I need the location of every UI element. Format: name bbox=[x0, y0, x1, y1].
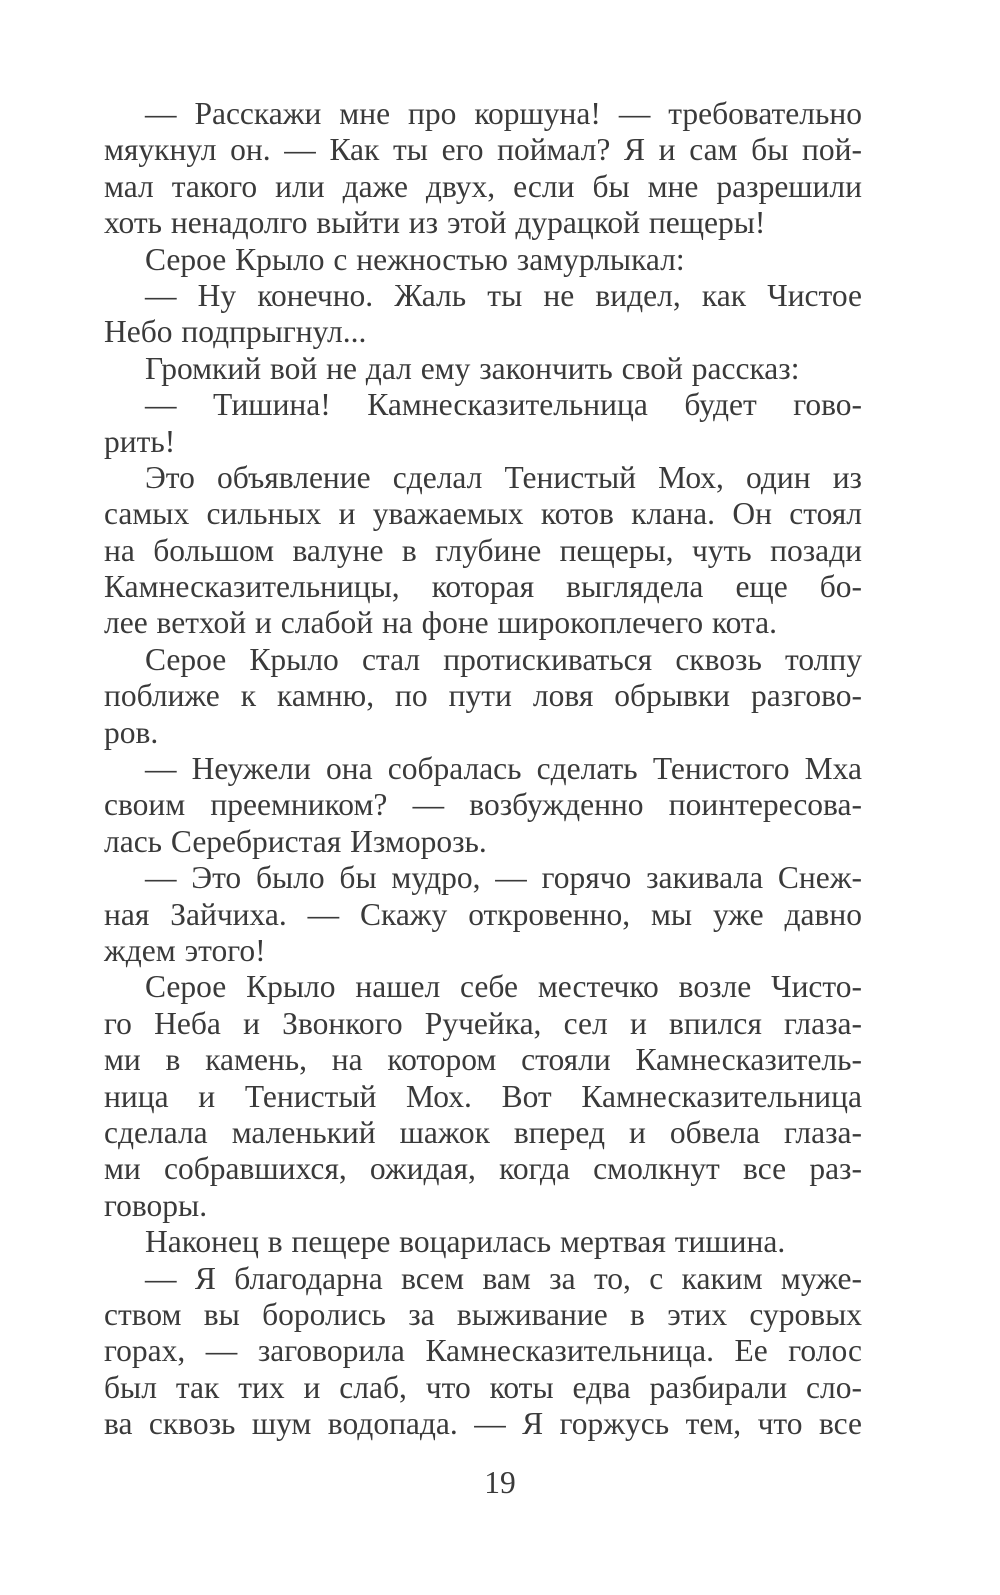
text-line: Это объявление сделал Тенистый Мох, один из bbox=[145, 459, 862, 495]
text-line: ница и Тенистый Мох. Вот Камнесказительница bbox=[104, 1078, 862, 1114]
text-line: рить! bbox=[104, 423, 176, 459]
text-line: Серое Крыло стал протискиваться сквозь толпу bbox=[145, 641, 862, 677]
text-line: Громкий вой не дал ему закончить свой рассказ: bbox=[145, 350, 800, 386]
text-line: — Это было бы мудро, — горячо закивала Снеж- bbox=[145, 860, 862, 896]
text-line: Серое Крыло с нежностью замурлыкал: bbox=[145, 241, 685, 277]
text-line: ством вы боролись за выживание в этих суровых bbox=[104, 1296, 862, 1332]
text-line: Серое Крыло нашел себе местечко возле Чисто- bbox=[145, 969, 862, 1005]
text-line: мяукнул он. — Как ты его поймал? Я и сам бы пой- bbox=[104, 132, 862, 168]
body-text bbox=[104, 96, 862, 1442]
text-line: поближе к камню, по пути ловя обрывки разгово- bbox=[104, 678, 862, 714]
text-line: — Неужели она собралась сделать Тенистого Мха bbox=[145, 751, 862, 787]
text-line: Камнесказительницы, которая выглядела еще бо- bbox=[104, 569, 862, 605]
text-line: ная Зайчиха. — Скажу откровенно, мы уже давно bbox=[104, 896, 862, 932]
text-line: на большом валуне в глубине пещеры, чуть позади bbox=[104, 532, 862, 568]
text-line: — Ну конечно. Жаль ты не видел, как Чистое bbox=[145, 277, 862, 313]
text-line: Наконец в пещере воцарилась мертвая тишина. bbox=[145, 1224, 786, 1260]
text-line: горах, — заговорила Камнесказительница. Ее голос bbox=[104, 1333, 862, 1369]
text-line: — Тишина! Камнесказительница будет гово- bbox=[145, 387, 862, 423]
text-line: ми собравшихся, ожидая, когда смолкнут все раз- bbox=[104, 1151, 862, 1187]
text-line: Небо подпрыгнул... bbox=[104, 314, 367, 350]
text-line: ров. bbox=[104, 714, 159, 750]
text-line: — Я благодарна всем вам за то, с каким муже- bbox=[145, 1260, 862, 1296]
text-line: был так тих и слаб, что коты едва разбирали сло- bbox=[104, 1369, 862, 1405]
text-line: мал такого или даже двух, если бы мне разрешили bbox=[104, 168, 862, 204]
text-line: ми в камень, на котором стояли Камнесказитель- bbox=[104, 1042, 862, 1078]
text-line: — Расскажи мне про коршуна! — требовательно bbox=[145, 96, 862, 131]
text-line: самых сильных и уважаемых котов клана. Он стоял bbox=[104, 496, 862, 532]
text-line: ва сквозь шум водопада. — Я горжусь тем, что все bbox=[104, 1406, 862, 1442]
text-line: говоры. bbox=[104, 1187, 208, 1223]
text-line: лась Серебристая Изморозь. bbox=[104, 823, 487, 859]
text-line: своим преемником? — возбужденно поинтересова- bbox=[104, 787, 862, 823]
text-line: хоть ненадолго выйти из этой дурацкой пещеры! bbox=[104, 205, 766, 241]
text-line: го Неба и Звонкого Ручейка, сел и впился глаза- bbox=[104, 1005, 862, 1041]
text-line: сделала маленький шажок вперед и обвела глаза- bbox=[104, 1114, 862, 1150]
text-line: ждем этого! bbox=[104, 932, 266, 968]
page-number: 19 bbox=[484, 1465, 516, 1500]
text-line: лее ветхой и слабой на фоне широкоплечего кота. bbox=[104, 605, 778, 641]
